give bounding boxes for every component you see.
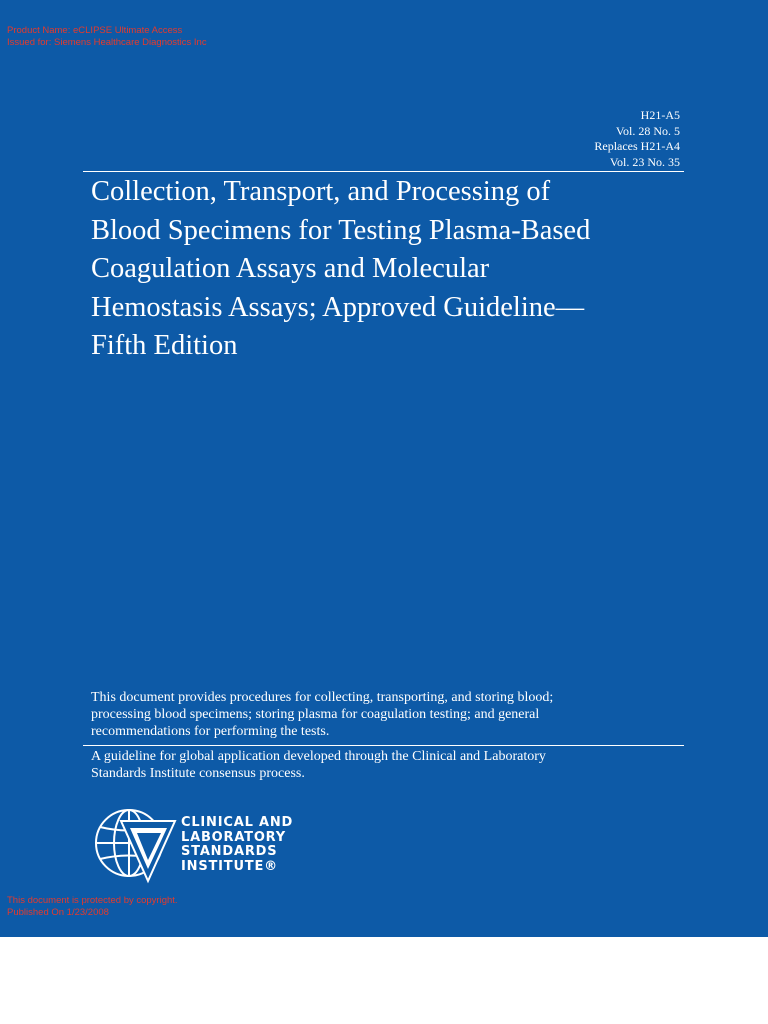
logo-line: INSTITUTE® [181,858,278,874]
document-code: H21-A5 [640,108,680,122]
watermark-product-name: Product Name: eCLIPSE Ultimate Access [7,25,183,36]
globe-icon [91,805,177,885]
top-divider [83,171,684,172]
title-line: Blood Specimens for Testing Plasma-Based [91,214,591,246]
logo-line: STANDARDS [181,844,278,859]
replaces-volume: Vol. 23 No. 35 [609,154,680,169]
document-info [594,108,680,170]
title-line: Hemostasis Assays; Approved Guideline— [91,291,585,323]
watermark-published: Published On 1/23/2008 [7,907,109,918]
document-summary [91,689,671,740]
replaces-document: Replaces H21-A4 [594,139,680,153]
watermark-issued-for: Issued for: Siemens Healthcare Diagnostics Inc [7,37,207,48]
document-volume: Vol. 28 No. 5 [615,123,680,138]
license-watermark [7,25,207,49]
title-line: Coagulation Assays and Molecular [91,253,490,284]
clsi-logo [91,805,293,885]
watermark-copyright: This document is protected by copyright. [7,895,178,906]
title-line: Collection, Transport, and Processing of [91,176,551,207]
logo-line: CLINICAL AND [181,815,294,830]
copyright-watermark [7,895,178,919]
document-scope [91,748,671,782]
document-title [91,173,681,366]
scope-line: A guideline for global application developed through the Clinical and Laboratory [91,749,546,764]
title-line: Fifth Edition [91,330,238,361]
scope-line: Standards Institute consensus process. [91,766,305,781]
summary-divider [83,745,684,746]
summary-line: processing blood specimens; storing plasma for coagulation testing; and general [91,707,540,722]
clsi-logo-text [181,816,293,874]
logo-line: LABORATORY [181,829,286,845]
summary-line: This document provides procedures for collecting, transporting, and storing blood; [91,690,554,705]
summary-line: recommendations for performing the tests. [91,724,330,739]
